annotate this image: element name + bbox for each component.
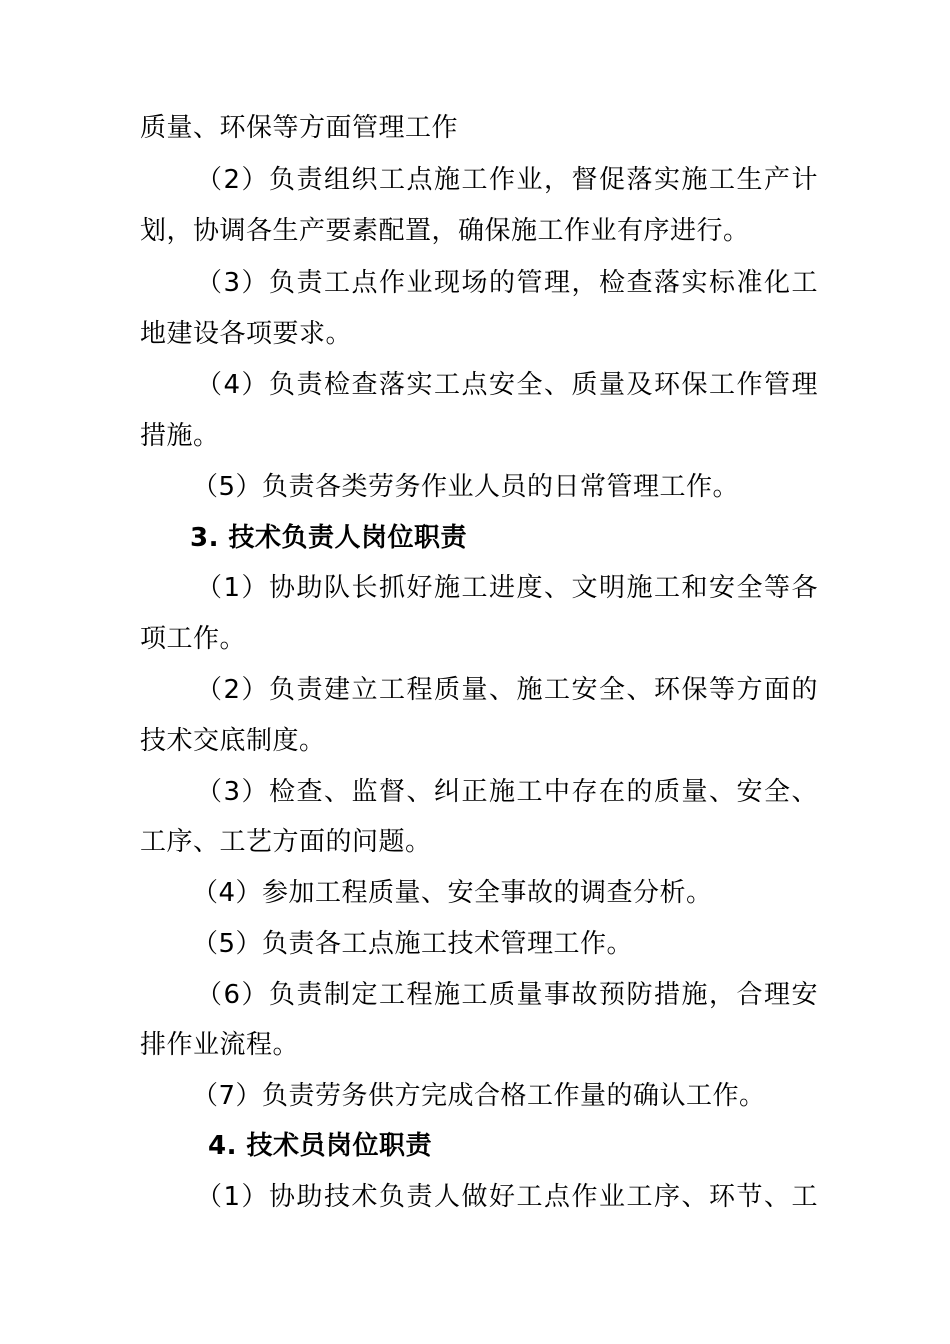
list-item-line: （3）检查、监督、纠正施工中存在的质量、安全、 xyxy=(196,777,818,807)
list-item-line: （1）协助技术负责人做好工点作业工序、环节、工 xyxy=(196,1182,818,1212)
text-line: 排作业流程。 xyxy=(140,1030,300,1060)
text-line: 项工作。 xyxy=(140,624,247,654)
section-heading: 3. 技术负责人岗位职责 xyxy=(190,523,468,553)
list-item-line: （2）负责组织工点施工作业，督促落实施工生产计 xyxy=(196,165,818,195)
list-item-line: （5）负责各工点施工技术管理工作。 xyxy=(192,929,634,959)
text-line: 地建设各项要求。 xyxy=(140,319,353,349)
text-line: 措施。 xyxy=(140,421,220,451)
list-item-line: （7）负责劳务供方完成合格工作量的确认工作。 xyxy=(192,1081,766,1111)
list-item-line: （2）负责建立工程质量、施工安全、环保等方面的 xyxy=(196,675,818,705)
text-line: 划，协调各生产要素配置，确保施工作业有序进行。 xyxy=(140,216,750,246)
list-item-line: （6）负责制定工程施工质量事故预防措施，合理安 xyxy=(196,980,818,1010)
section-heading: 4. 技术员岗位职责 xyxy=(208,1131,433,1161)
text-line: 质量、环保等方面管理工作 xyxy=(140,113,459,143)
list-item-line: （3）负责工点作业现场的管理，检查落实标准化工 xyxy=(196,268,818,298)
list-item-line: （4）负责检查落实工点安全、质量及环保工作管理 xyxy=(196,370,818,400)
list-item-line: （4）参加工程质量、安全事故的调查分析。 xyxy=(192,878,713,908)
text-line: 技术交底制度。 xyxy=(140,726,326,756)
list-item-line: （1）协助队长抓好施工进度、文明施工和安全等各 xyxy=(196,573,818,603)
list-item-line: （5）负责各类劳务作业人员的日常管理工作。 xyxy=(192,472,740,502)
text-line: 工序、工艺方面的问题。 xyxy=(140,827,432,857)
